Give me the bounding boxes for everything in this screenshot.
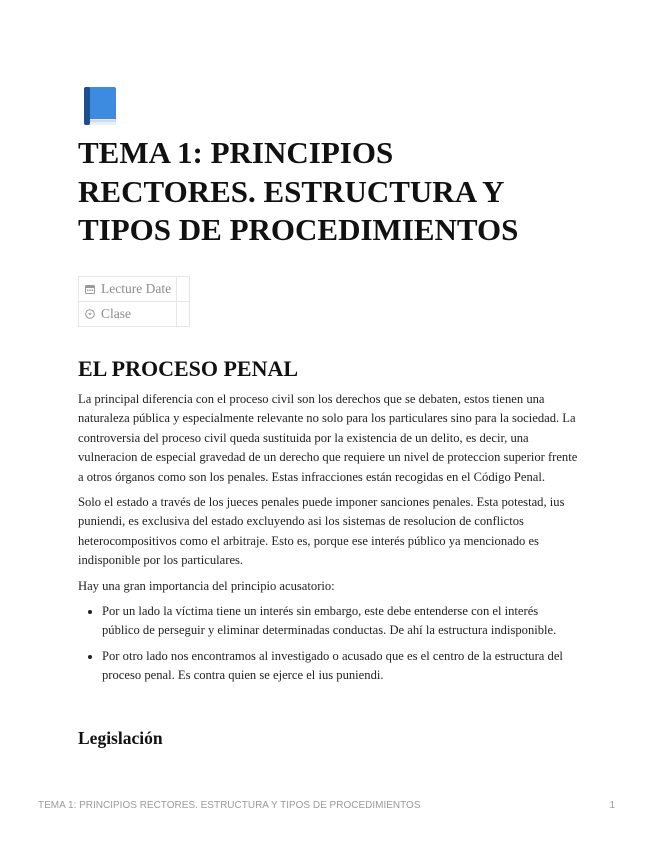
section-heading: EL PROCESO PENAL: [78, 356, 299, 381]
calendar-icon: [85, 284, 95, 294]
properties-table: [78, 276, 190, 327]
paragraph: Solo el estado a través de los jueces penales puede imponer sanciones penales. Esta potestad, ius puniendi, es exclusiva del estado excluyendo asi los sistemas de resolucion de conflictos heterocompositivos como el arbitraje. Esto es, porque ese interés público ya mencionado es indisponible por los particulares.: [78, 495, 565, 568]
property-value-clase[interactable]: [177, 302, 190, 327]
page-title: TEMA 1: PRINCIPIOS RECTORES. ESTRUCTURA Y TIPOS DE PROCEDIMIENTOS: [78, 135, 519, 247]
select-icon: [85, 309, 95, 319]
paragraph: La principal diferencia con el proceso civil son los derechos que se debaten, estos tienen una naturaleza pública y especialmente relevante no solo para los particulares sino para la sociedad. La controversia del proceso civil queda sustituida por la existencia de un delito, es decir, una vulneracion de especial gravedad de un derecho que requiere un nivel de proteccion superior frente a otros órganos como son los penales. Estas infracciones están recogidas en el Código Penal.: [78, 392, 578, 484]
paragraph: Hay una gran importancia del principio acusatorio:: [78, 578, 335, 593]
property-label-lecture-date: Lecture Date: [101, 281, 172, 296]
page-number: 1: [609, 800, 615, 811]
property-row-clase[interactable]: [79, 302, 190, 327]
bullet-list: [78, 602, 578, 686]
property-value-lecture-date[interactable]: [177, 277, 190, 302]
property-label-clase: Clase: [101, 306, 131, 321]
page-footer: [38, 800, 615, 811]
blue-book-icon: [78, 85, 120, 127]
section-body: [78, 390, 578, 692]
list-item: • Por otro lado nos encontramos al investigado o acusado que es el centro de la estructura del proceso penal. Es contra quien se ejerce el ius puniendi.: [102, 647, 578, 686]
subheading-legislacion: Legislación: [78, 728, 163, 748]
property-row-lecture-date[interactable]: [79, 277, 190, 302]
list-item: • Por un lado la víctima tiene un interés sin embargo, este debe entenderse con el interés público de perseguir y eliminar determinadas conductas. De ahí la estructura indisponible.: [102, 602, 578, 641]
footer-title: TEMA 1: PRINCIPIOS RECTORES. ESTRUCTURA Y TIPOS DE PROCEDIMIENTOS: [38, 800, 421, 811]
